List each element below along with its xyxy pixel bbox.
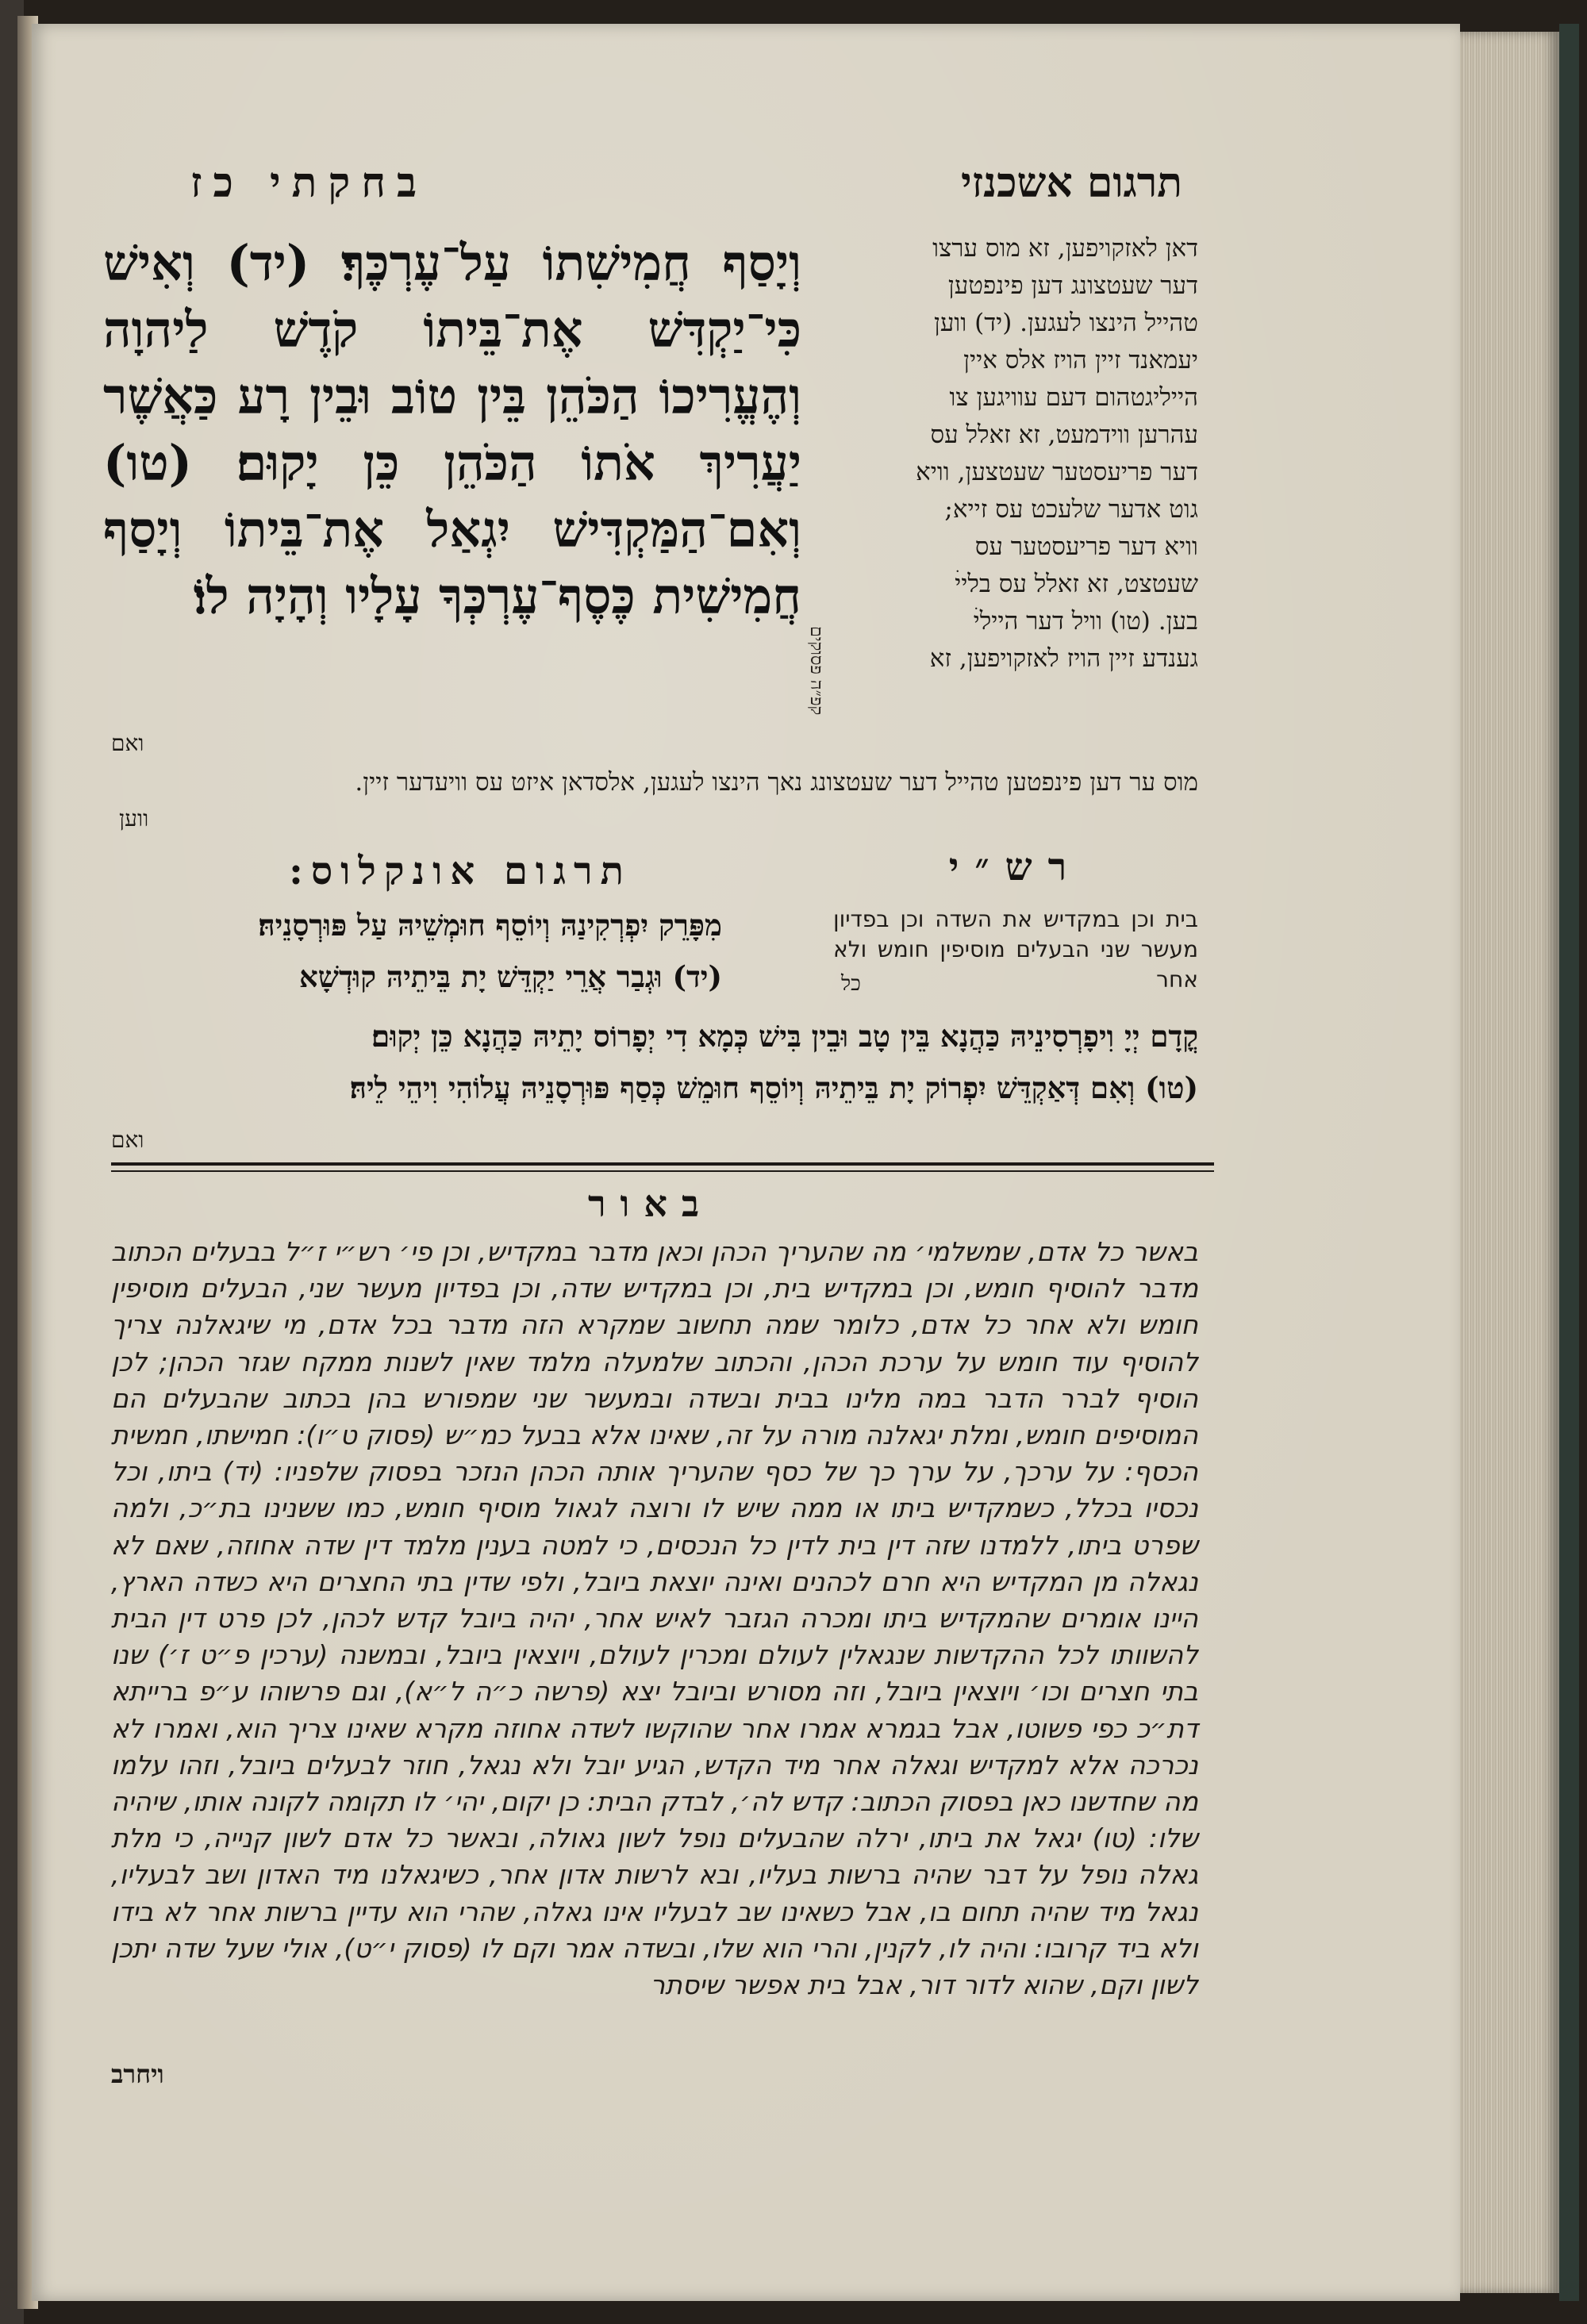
yiddish-line: גוט אדער שלעכט עס זייא;	[944, 495, 1198, 524]
yiddish-line: דער פריעסטער שעטצען, וויא	[916, 458, 1198, 486]
biur-catchword: ויחרב	[111, 2059, 164, 2089]
yiddish-continuation: מוס ער דען פינפטען טהייל דער שעטצונג נאך הינצו לעגען, אלסדאן איזט עס וויעדער זיין.	[355, 768, 1198, 797]
onkelos-line: (טו) וְאִם דְּאַקְדֵּשׁ יִפְרוֹק יָת בֵּיתֵיהּ וְיוֹסֵף חוּמֵשׁ כְּסַף פּוּרְסָנֵיהּ עֲלוֹהִי וִיהֵי לֵיהּ׃	[349, 1070, 1198, 1105]
yiddish-line: טהייל הינצו לעגען. (יד) ווען	[933, 309, 1198, 337]
bible-catchword: ואם	[111, 730, 144, 756]
yiddish-catchword: ווען	[119, 805, 149, 832]
rashi-catchword: כל	[841, 972, 861, 996]
yiddish-line: עהרען ווידמעט, זא זאלל עס	[930, 421, 1198, 449]
onkelos-line: מִפָּרֵק יִפְרְקִינַהּ וְיוֹסֵף חוּמְשֵׁיהּ עַל פּוּרְסָנֵיהּ׃	[258, 908, 722, 943]
yiddish-line: גענדע זיין הויז לאזקויפען, זא	[929, 644, 1198, 673]
onkelos-line: (יד) וּגְבַר אֲרֵי יַקְדֵּשׁ יָת בֵּיתֵיהּ קוּדְשָׁא	[299, 959, 722, 994]
rashi-commentary: בית וכן במקדיש את השדה וכן בפדיון מעשר שני הבעלים מוסיפין חומש ולא אחר	[833, 906, 1198, 993]
yiddish-line: בען. (טו) וויל דער הייליׄ	[973, 607, 1198, 636]
yiddish-line: דער שעטצונג דען פינפטען	[947, 271, 1198, 300]
running-head-targum-ashkenazi: תרגום אשכנזי	[961, 159, 1182, 207]
page-edges	[1460, 32, 1559, 2293]
biblical-text: וְיָסַף חֲמִישִׁתוֹ עַל־עֶרְכֶּךָ׃ (יד) וְאִישׁ כִּי־יַקְדִּשׁ אֶת־בֵּיתוֹ קֹדֶשׁ לַיהוָה וְהֶעֱרִיכוֹ הַכֹּהֵן בֵּין טוֹב וּבֵין רָע כַּאֲשֶׁר יַעֲרִיךְ אֹתוֹ הַכֹּהֵן כֵּן יָקוּם׃ (טו) וְאִם־הַמַּקְדִּישׁ יִגְאַל אֶת־בֵּיתוֹ וְיָסַף חֲמִישִׁית כֶּסֶף־עֶרְכְּךָ עָלָיו וְהָיָה לוֹ׃	[103, 234, 801, 625]
onkelos-catchword: ואם	[111, 1127, 144, 1153]
yiddish-line: יעמאנד זיין הויז אלס איין	[963, 346, 1198, 375]
running-head-parsha-chapter: בחקתי כז	[190, 159, 428, 207]
yiddish-line: שעטצט, זא זאלל עס בלייׄ	[955, 570, 1198, 598]
rashi-heading: רש״י	[948, 845, 1083, 889]
onkelos-heading: תרגום אונקלוס:	[289, 849, 632, 893]
yiddish-line: הייליגטהום דעם עוויגען צו	[949, 383, 1198, 412]
yiddish-line: דאן לאזקויפען, זא מוס ערצו	[932, 234, 1198, 263]
margin-verse-note: קפ״ה פסוקים	[806, 625, 826, 716]
onkelos-line: קֳדָם יְיָ וִיפָרְסִינֵיהּ כַּהֲנָא בֵּין טָב וּבֵין בִּישׁ כְּמָא דִי יְפָרוֹס יָתֵיהּ כַּהֲנָא כֵּן יְקוּם׃	[371, 1019, 1198, 1054]
divider-rule	[111, 1162, 1214, 1166]
biur-heading: באור	[587, 1182, 714, 1225]
book-cover-right	[1559, 24, 1579, 2301]
biur-commentary: באשר כל אדם, שמשלמי׳ מה שהעריך הכהן וכאן מדבר במקדיש, וכן פי׳ רש״י ז״ל בבעלים הכתוב מדבר להוסיף חומש, וכן במקדיש בית, וכן במקדיש שדה, וכן בפדיון מעשר שני, הבעלים מוסיפין חומש ולא אחר כל אדם, כלומר שמה תחשוב שמקרא הזה מדבר בכל אדם, מי שיגאלנה צריך להוסיף עוד חומש על ערכת הכהן, והכתוב שלמעלה מלמד שאין לשנות ממקח שגזר הכהן; לכן הוסיף לברר הדבר במה מלינו בבית ובשדה ובמעשר שני שמפורש בהן בכתוב שהבעלים הם המוסיפים חומש, ומלת יגאלנה מורה על זה, שאינו אלא בבעל כמ״ש (פסוק ט״ו): חמישתו, חמשית הכסף: על ערכך, על ערך כך של כסף שהעריך אותה הכהן הנזכר בפסוק שלפניו: (יד) ביתו, וכל נכסיו בכלל, כשמקדיש ביתו או ממה שיש לו ורוצה לגאול מוסיף חומש, כמו ששנינו בת״כ, ולמה שפרט ביתו, ללמדנו שזה דין בית לדין כל הנכסים, כי למטה בענין מלמד דין שדה אחוזה, שאם לא נגאלה מן המקדיש היא חרם לכהנים ואינה יוצאת ביובל, ולפי שדין בתי החצרים היא כשדה הארץ, היינו אומרים שהמקדיש ביתו ומכרה הגזבר לאיש אחר, יהיה ביובל קדש לכהן, לכן פרט דין הבית להשוותו לכל ההקדשות שנגאלין לעולם ומכרין לעולם, ויוצאין ביובל, ובמשנה (ערכין פ״ט ז׳) שנו בתי חצרים וכו׳ ויוצאין ביובל, וזה מסורש וביובל יצא (פרשה כ״ה ל״א), וגם פרשוהו ע״פ ברייתא דת״כ כפי פשוטו, אבל בגמרא אמרו אחר שהוקשו לשדה אחוזה מקרא שאינו צריך הוא, ואמרו לא נכרכה אלא למקדיש וגאלה אחר מיד הקדש, הגיע יובל ולא נגאל, חוזר לבעלים ביובל, וזהו עלמו מה שחדשנו כאן בפסוק הכתוב: קדש לה׳, לבדק הבית: כן יקום, יהי׳ לו תקומה לקונה אותו, שיהיה שלו: (טו) יגאל את ביתו, ירלה שהבעלים נופל לשון גאולה, ובאשר כל אדם לשון קנייה, כי מלת גאלה נופל על דבר שהיה ברשות בעליו, ובא לרשות אדון אחר, כשיגאלנו מיד האדון ושב לבעליו, נגאל מיד שהיה תחום בו, אבל כשאינו שב לבעליו אינו גאלה, שהרי הוא עדיין ברשות אחר לא בידו ולא ביד קרובו: והיה לו, לקנין, והרי הוא שלו, ובשדה אמר וקם לו (פסוק י״ט), אולי שעל שדה יתכן לשון וקם, שהוא לדור דור, אבל בית אפשר שיסתר	[111, 1236, 1198, 2001]
yiddish-translation	[833, 230, 1198, 678]
divider-rule	[111, 1170, 1214, 1172]
yiddish-line: וויא דער פריעסטער עס	[974, 532, 1198, 561]
